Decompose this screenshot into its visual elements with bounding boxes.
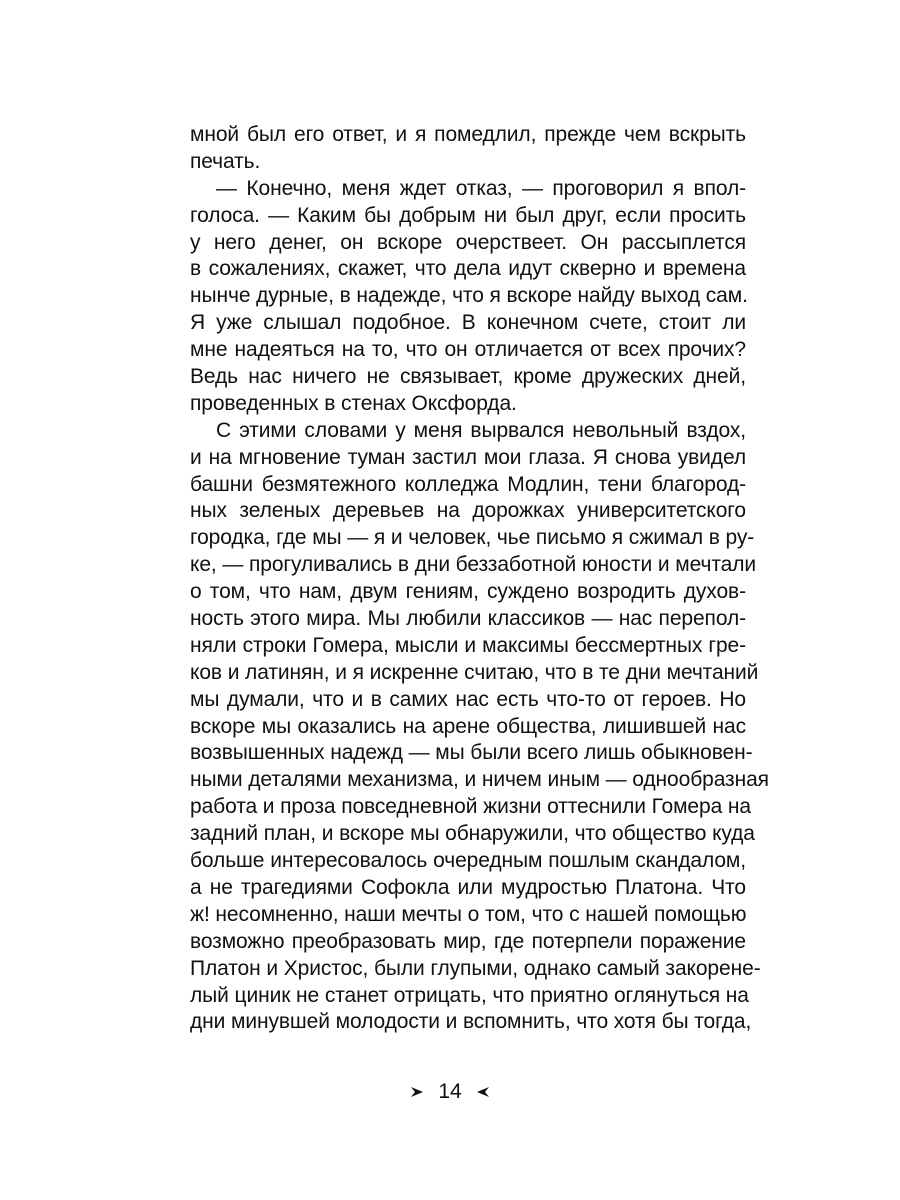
text-line: больше интересовалось очередным пошлым скандалом, <box>190 849 746 873</box>
text-line: вскоре мы оказались на арене общества, лишившей нас <box>190 714 746 738</box>
page-footer <box>0 1077 900 1107</box>
text-line: С этими словами у меня вырвался невольный вздох, <box>216 418 746 442</box>
text-line: ков и латинян, и я искренне считаю, что в те дни мечтаний <box>190 660 759 684</box>
text-line: ных зеленых деревьев на дорожках университетского <box>190 499 746 523</box>
text-line: ность этого мира. Мы любили классиков — нас перепол- <box>190 607 746 631</box>
text-line: Платон и Христос, были глупыми, однако самый закорене- <box>190 956 761 980</box>
text-line: в сожалениях, скажет, что дела идут скверно и времена <box>190 257 746 281</box>
text-line: печать. <box>190 149 261 173</box>
text-line: — Конечно, меня ждет отказ, — проговорил я впол- <box>216 176 746 200</box>
arrow-right-ornament-icon <box>410 1086 424 1098</box>
text-line: возвышенных надежд — мы были всего лишь обыкновен- <box>190 741 753 765</box>
text-line: мне надеяться на то, что он отличается от всех прочих? <box>190 338 746 362</box>
arrow-left-ornament-icon <box>476 1086 490 1098</box>
text-line: о том, что нам, двум гениям, суждено возродить духов- <box>190 580 746 604</box>
body-text <box>190 122 769 1036</box>
text-line: ж! несомненно, наши мечты о том, что с нашей помощью <box>190 902 747 926</box>
page-number: 14 <box>438 1080 462 1103</box>
text-line: а не трагедиями Софокла или мудростью Платона. Что <box>190 875 746 899</box>
text-line: и на мгновение туман застил мои глаза. Я снова увидел <box>190 445 746 469</box>
text-line: работа и проза повседневной жизни оттеснили Гомера на <box>190 795 751 819</box>
text-line: лый циник не станет отрицать, что приятно оглянуться на <box>190 983 749 1007</box>
text-line: задний план, и вскоре мы обнаружили, что общество куда <box>190 822 755 846</box>
text-line: мы думали, что и в самих нас есть что-то от героев. Но <box>190 687 746 711</box>
text-line: нынче дурные, в надежде, что я вскоре найду выход сам. <box>190 284 748 308</box>
text-line: ными деталями механизма, и ничем иным — однообразная <box>190 768 769 792</box>
text-line: няли строки Гомера, мысли и максимы бессмертных гре- <box>190 633 746 657</box>
text-line: городка, где мы — я и человек, чье письмо я сжимал в ру- <box>190 526 755 550</box>
text-line: мной был его ответ, и я помедлил, прежде чем вскрыть <box>190 123 746 146</box>
text-line: голоса. — Каким бы добрым ни был друг, если просить <box>190 203 746 227</box>
text-line: ке, — прогуливались в дни беззаботной юности и мечтали <box>190 553 756 577</box>
text-line: Я уже слышал подобное. В конечном счете, стоит ли <box>190 311 746 335</box>
text-line: у него денег, он вскоре очерствеет. Он рассыплется <box>190 230 746 254</box>
text-line: Ведь нас ничего не связывает, кроме дружеских дней, <box>190 365 746 389</box>
text-line: возможно преобразовать мир, где потерпели поражение <box>190 929 746 953</box>
text-line: дни минувшей молодости и вспомнить, что хотя бы тогда, <box>190 1010 752 1034</box>
text-line: проведенных в стенах Оксфорда. <box>190 391 517 415</box>
text-line: башни безмятежного колледжа Модлин, тени благород- <box>190 472 746 496</box>
